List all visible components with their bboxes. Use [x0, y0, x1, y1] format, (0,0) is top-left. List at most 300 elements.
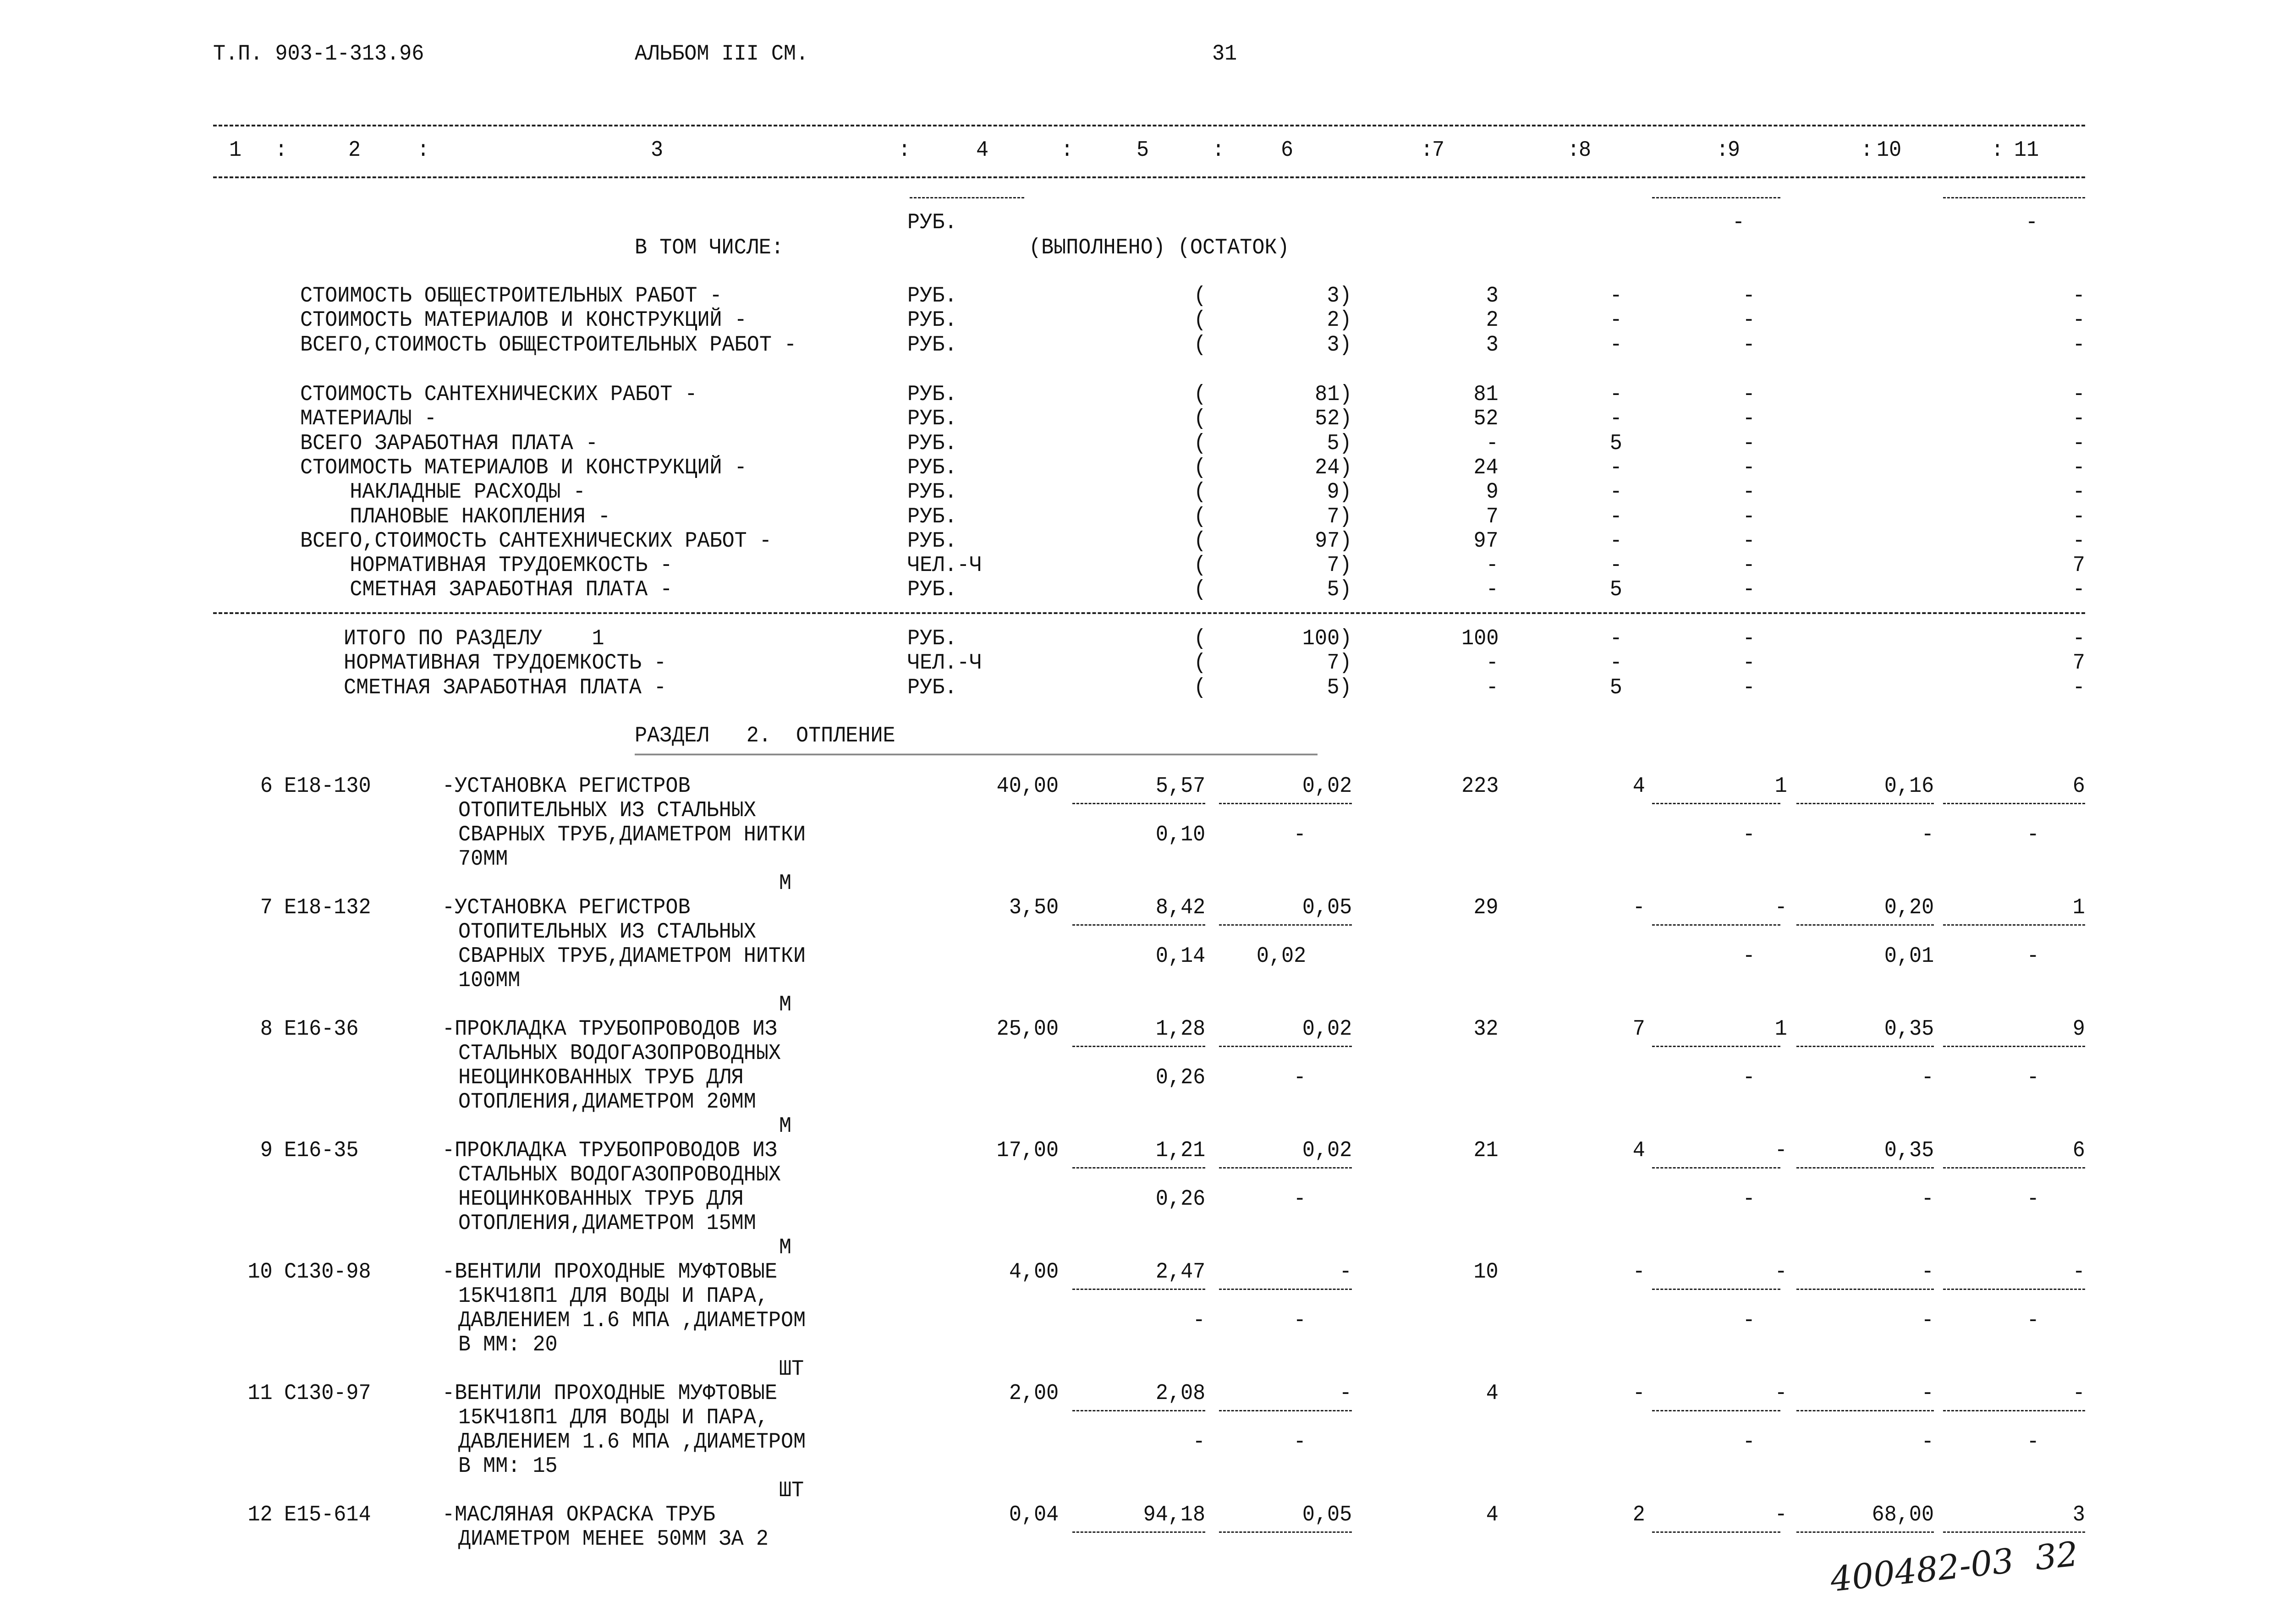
- summary-unit: РУБ.: [907, 528, 957, 554]
- summary-col9: -: [1742, 651, 1755, 676]
- column-number: 4: [976, 138, 989, 163]
- item-col10-sub: -: [1921, 1430, 1934, 1454]
- col9-dash: -: [1732, 210, 1745, 235]
- dash-segment: [1072, 1289, 1205, 1290]
- summary-col8: -: [1609, 308, 1622, 333]
- item-col10-sub: -: [1921, 1308, 1934, 1333]
- summary-value: 9): [1327, 480, 1352, 505]
- item-desc-line: ДАВЛЕНИЕМ 1.6 МПА ,ДИАМЕТРОМ: [458, 1308, 806, 1333]
- summary-col7: 9: [1486, 480, 1499, 505]
- item-quantity: 17,00: [996, 1138, 1059, 1163]
- summary-value: 100): [1302, 626, 1352, 651]
- item-number: 7: [260, 895, 273, 920]
- item-col5-sub: -: [1192, 1308, 1205, 1333]
- dash-segment: [1652, 197, 1780, 198]
- dash-segment: [1219, 924, 1352, 926]
- item-col9: 1: [1774, 774, 1787, 799]
- item-desc-line: СТАЛЬНЫХ ВОДОГАЗОПРОВОДНЫХ: [458, 1041, 781, 1066]
- item-col9: -: [1774, 1503, 1787, 1527]
- item-code: С130-98: [284, 1260, 371, 1284]
- summary-col8: -: [1609, 455, 1622, 480]
- item-col11: -: [2072, 1260, 2085, 1284]
- summary-unit: РУБ.: [907, 284, 957, 308]
- item-total: 4: [1486, 1503, 1499, 1527]
- summary-label: МАТЕРИАЛЫ -: [300, 406, 437, 432]
- page-number: 31: [1212, 42, 1237, 66]
- item-total: 21: [1473, 1138, 1499, 1163]
- item-unit-cost: 2,47: [1155, 1260, 1205, 1284]
- item-col10-sub: -: [1921, 1187, 1934, 1212]
- summary-col8: -: [1609, 382, 1622, 407]
- summary-label: СТОИМОСТЬ МАТЕРИАЛОВ И КОНСТРУКЦИЙ -: [300, 455, 747, 480]
- summary-paren: (: [1194, 553, 1207, 578]
- item-col11-sub: -: [2026, 944, 2039, 969]
- column-number: 7: [1432, 138, 1445, 163]
- dash-segment: [1652, 803, 1780, 804]
- summary-col11: -: [2072, 284, 2085, 308]
- section-underline: [635, 754, 1318, 757]
- summary-label: СМЕТНАЯ ЗАРАБОТНАЯ ПЛАТА -: [300, 577, 673, 603]
- item-col10: 68,00: [1872, 1503, 1934, 1527]
- summary-col11: -: [2072, 528, 2085, 554]
- summary-col9: -: [1742, 626, 1755, 651]
- summary-col9: -: [1742, 577, 1755, 603]
- item-desc-line: -УСТАНОВКА РЕГИСТРОВ: [442, 774, 691, 799]
- summary-value: 7): [1327, 651, 1352, 676]
- dash-segment: [1796, 1046, 1934, 1047]
- item-quantity: 2,00: [1009, 1381, 1059, 1406]
- summary-label: СТОИМОСТЬ ОБЩЕСТРОИТЕЛЬНЫХ РАБОТ -: [300, 284, 722, 308]
- item-total: 32: [1473, 1017, 1499, 1042]
- item-col5-sub: 0,14: [1155, 944, 1205, 969]
- summary-col9: -: [1742, 332, 1755, 357]
- dash-segment: [1796, 1531, 1934, 1533]
- summary-label: НОРМАТИВНАЯ ТРУДОЕМКОСТЬ -: [344, 651, 666, 676]
- item-col11-sub: -: [2026, 1187, 2039, 1212]
- summary-col7: 2: [1486, 308, 1499, 333]
- item-unit: ШТ: [779, 1478, 804, 1503]
- item-desc-line: ОТОПИТЕЛЬНЫХ ИЗ СТАЛЬНЫХ: [458, 798, 756, 823]
- item-unit-cost: 94,18: [1143, 1503, 1205, 1527]
- item-unit-cost: 1,21: [1155, 1138, 1205, 1163]
- summary-unit: РУБ.: [907, 455, 957, 480]
- column-number: :: [1861, 138, 1873, 163]
- item-unit: ШТ: [779, 1357, 804, 1382]
- summary-paren: (: [1194, 504, 1207, 529]
- item-desc-line: В ММ: 20: [458, 1333, 558, 1357]
- item-quantity: 25,00: [996, 1017, 1059, 1042]
- dash-segment: [1072, 803, 1205, 804]
- currency-label: РУБ.: [907, 210, 957, 235]
- summary-col9: -: [1742, 675, 1755, 700]
- item-desc-line: НЕОЦИНКОВАННЫХ ТРУБ ДЛЯ: [458, 1065, 744, 1090]
- summary-value: 5): [1327, 577, 1352, 603]
- in-total-label: В ТОМ ЧИСЛЕ:: [635, 236, 784, 260]
- summary-col9: -: [1742, 431, 1755, 456]
- item-col8: -: [1632, 1381, 1645, 1406]
- item-code: Е18-132: [284, 895, 371, 920]
- dash-segment: [910, 197, 1024, 198]
- item-col6-sub: -: [1293, 1187, 1306, 1212]
- summary-value: 7): [1327, 553, 1352, 578]
- item-number: 8: [260, 1017, 273, 1042]
- summary-unit: РУБ.: [907, 406, 957, 432]
- summary-col9: -: [1742, 504, 1755, 529]
- item-col6-sub: 0,02: [1256, 944, 1306, 969]
- item-desc-line: -ПРОКЛАДКА ТРУБОПРОВОДОВ ИЗ: [442, 1138, 778, 1163]
- item-desc-line: -ВЕНТИЛИ ПРОХОДНЫЕ МУФТОВЫЕ: [442, 1381, 778, 1406]
- summary-paren: (: [1194, 651, 1207, 676]
- item-col11: 6: [2072, 774, 2085, 799]
- item-col11: 6: [2072, 1138, 2085, 1163]
- item-col10-sub: -: [1921, 1065, 1934, 1090]
- column-number: :: [1567, 138, 1580, 163]
- item-col8: 7: [1632, 1017, 1645, 1042]
- item-col11-sub: -: [2026, 1430, 2039, 1454]
- summary-col7: 52: [1473, 406, 1499, 432]
- summary-col8: -: [1609, 528, 1622, 554]
- item-col9-sub: -: [1742, 944, 1755, 969]
- summary-value: 3): [1327, 332, 1352, 357]
- header-rule: [213, 176, 2085, 178]
- dash-segment: [1072, 924, 1205, 926]
- summary-label: НОРМАТИВНАЯ ТРУДОЕМКОСТЬ -: [300, 553, 673, 578]
- item-col5-sub: 0,10: [1155, 823, 1205, 847]
- item-col9: -: [1774, 895, 1787, 920]
- summary-label: НАКЛАДНЫЕ РАСХОДЫ -: [300, 480, 586, 505]
- item-desc-line: ОТОПЛЕНИЯ,ДИАМЕТРОМ 20ММ: [458, 1090, 756, 1114]
- summary-col8: -: [1609, 332, 1622, 357]
- item-col10: 0,35: [1884, 1017, 1934, 1042]
- summary-col11: -: [2072, 382, 2085, 407]
- summary-col9: -: [1742, 528, 1755, 554]
- item-number: 10: [247, 1260, 273, 1284]
- item-col9-sub: -: [1742, 1065, 1755, 1090]
- doc-code: Т.П. 903-1-313.96: [213, 42, 424, 66]
- item-col9: -: [1774, 1260, 1787, 1284]
- column-number: 9: [1728, 138, 1740, 163]
- summary-unit: РУБ.: [907, 577, 957, 603]
- summary-value: 7): [1327, 504, 1352, 529]
- column-number: :: [275, 138, 288, 163]
- summary-col9: -: [1742, 308, 1755, 333]
- summary-value: 81): [1314, 382, 1352, 407]
- summary-paren: (: [1194, 480, 1207, 505]
- item-unit-cost: 5,57: [1155, 774, 1205, 799]
- item-total: 223: [1461, 774, 1499, 799]
- handwritten-note: 400482-03 32: [1828, 1534, 2080, 1600]
- item-unit-cost: 8,42: [1155, 895, 1205, 920]
- summary-value: 2): [1327, 308, 1352, 333]
- item-col10: -: [1921, 1381, 1934, 1406]
- item-desc-line: ДАВЛЕНИЕМ 1.6 МПА ,ДИАМЕТРОМ: [458, 1430, 806, 1454]
- dash-segment: [1072, 1410, 1205, 1411]
- item-col9: -: [1774, 1138, 1787, 1163]
- item-col5-sub: 0,26: [1155, 1065, 1205, 1090]
- summary-col8: -: [1609, 553, 1622, 578]
- summary-unit: РУБ.: [907, 332, 957, 357]
- summary-paren: (: [1194, 406, 1207, 432]
- item-unit-cost: 2,08: [1155, 1381, 1205, 1406]
- item-unit: М: [779, 1114, 792, 1139]
- summary-label: СТОИМОСТЬ САНТЕХНИЧЕСКИХ РАБОТ -: [300, 382, 697, 407]
- item-col10: 0,35: [1884, 1138, 1934, 1163]
- item-desc-line: СТАЛЬНЫХ ВОДОГАЗОПРОВОДНЫХ: [458, 1163, 781, 1187]
- item-unit-cost: 1,28: [1155, 1017, 1205, 1042]
- item-col6-sub: -: [1293, 823, 1306, 847]
- dash-segment: [1943, 197, 2085, 198]
- summary-col11: 7: [2072, 651, 2085, 676]
- item-col8: -: [1632, 1260, 1645, 1284]
- item-desc-line: 15КЧ18П1 ДЛЯ ВОДЫ И ПАРА,: [458, 1284, 769, 1309]
- summary-col11: -: [2072, 406, 2085, 432]
- summary-label: ИТОГО ПО РАЗДЕЛУ 1: [344, 626, 604, 651]
- item-total: 10: [1473, 1260, 1499, 1284]
- item-code: Е16-36: [284, 1017, 359, 1042]
- summary-col11: -: [2072, 455, 2085, 480]
- summary-col7: 7: [1486, 504, 1499, 529]
- summary-unit: РУБ.: [907, 480, 957, 505]
- dash-segment: [1652, 1046, 1780, 1047]
- summary-col8: -: [1609, 480, 1622, 505]
- summary-col7: -: [1486, 431, 1499, 456]
- summary-col7: -: [1486, 553, 1499, 578]
- dash-segment: [1652, 1167, 1780, 1169]
- item-col6: 0,02: [1302, 1138, 1352, 1163]
- item-desc-line: НЕОЦИНКОВАННЫХ ТРУБ ДЛЯ: [458, 1187, 744, 1212]
- item-col6: 0,05: [1302, 1503, 1352, 1527]
- summary-col11: -: [2072, 308, 2085, 333]
- summary-label: СТОИМОСТЬ МАТЕРИАЛОВ И КОНСТРУКЦИЙ -: [300, 308, 747, 333]
- summary-label: ВСЕГО ЗАРАБОТНАЯ ПЛАТА -: [300, 431, 598, 456]
- summary-col11: -: [2072, 577, 2085, 603]
- summary-col8: 5: [1609, 431, 1622, 456]
- summary-col9: -: [1742, 553, 1755, 578]
- item-col10: 0,16: [1884, 774, 1934, 799]
- summary-col11: 7: [2072, 553, 2085, 578]
- item-col10: -: [1921, 1260, 1934, 1284]
- summary-col7: 3: [1486, 332, 1499, 357]
- dash-segment: [1072, 1531, 1205, 1533]
- dash-segment: [1219, 1167, 1352, 1169]
- item-code: С130-97: [284, 1381, 371, 1406]
- column-number: :: [1716, 138, 1729, 163]
- item-number: 6: [260, 774, 273, 799]
- item-col11-sub: -: [2026, 823, 2039, 847]
- item-col8: 4: [1632, 774, 1645, 799]
- summary-paren: (: [1194, 431, 1207, 456]
- summary-col11: -: [2072, 626, 2085, 651]
- summary-col11: -: [2072, 675, 2085, 700]
- summary-label: ПЛАНОВЫЕ НАКОПЛЕНИЯ -: [300, 504, 610, 529]
- item-col6-sub: -: [1293, 1308, 1306, 1333]
- dash-segment: [1652, 1410, 1780, 1411]
- summary-col8: 5: [1609, 577, 1622, 603]
- summary-unit: ЧЕЛ.-Ч: [907, 553, 982, 578]
- item-quantity: 40,00: [996, 774, 1059, 799]
- summary-col7: -: [1486, 651, 1499, 676]
- summary-col8: -: [1609, 406, 1622, 432]
- dash-segment: [1072, 1167, 1205, 1169]
- dash-segment: [1796, 1289, 1934, 1290]
- summary-unit: РУБ.: [907, 382, 957, 407]
- dash-segment: [1219, 1531, 1352, 1533]
- summary-value: 5): [1327, 431, 1352, 456]
- summary-col9: -: [1742, 455, 1755, 480]
- item-col5-sub: 0,26: [1155, 1187, 1205, 1212]
- dash-segment: [1943, 1410, 2085, 1411]
- summary-value: 3): [1327, 284, 1352, 308]
- item-quantity: 4,00: [1009, 1260, 1059, 1284]
- dash-segment: [1219, 1046, 1352, 1047]
- column-number: :: [417, 138, 430, 163]
- top-rule: [213, 125, 2085, 126]
- item-desc-line: СВАРНЫХ ТРУБ,ДИАМЕТРОМ НИТКИ: [458, 944, 806, 969]
- item-number: 9: [260, 1138, 273, 1163]
- item-col8: 2: [1632, 1503, 1645, 1527]
- dash-segment: [1943, 1046, 2085, 1047]
- item-unit: М: [779, 1235, 792, 1260]
- column-number: 10: [1877, 138, 1902, 163]
- item-col8: -: [1632, 895, 1645, 920]
- item-col6: -: [1339, 1260, 1352, 1284]
- summary-value: 24): [1314, 455, 1352, 480]
- item-desc-line: -УСТАНОВКА РЕГИСТРОВ: [442, 895, 691, 920]
- item-col9-sub: -: [1742, 1308, 1755, 1333]
- summary-col8: -: [1609, 651, 1622, 676]
- summary-value: 5): [1327, 675, 1352, 700]
- column-number: 6: [1281, 138, 1294, 163]
- summary-col8: -: [1609, 504, 1622, 529]
- item-desc-line: 100ММ: [458, 968, 521, 993]
- summary-col7: 81: [1473, 382, 1499, 407]
- column-number: :: [1421, 138, 1433, 163]
- summary-col8: 5: [1609, 675, 1622, 700]
- summary-unit: РУБ.: [907, 504, 957, 529]
- dash-segment: [1796, 803, 1934, 804]
- item-desc-line: -ВЕНТИЛИ ПРОХОДНЫЕ МУФТОВЫЕ: [442, 1260, 778, 1284]
- item-col9-sub: -: [1742, 1430, 1755, 1454]
- item-col11: -: [2072, 1381, 2085, 1406]
- dash-segment: [1652, 1289, 1780, 1290]
- item-col11: 9: [2072, 1017, 2085, 1042]
- item-desc-line: ДИАМЕТРОМ МЕНЕЕ 50ММ ЗА 2: [458, 1527, 769, 1552]
- summary-paren: (: [1194, 308, 1207, 333]
- item-desc-line: -ПРОКЛАДКА ТРУБОПРОВОДОВ ИЗ: [442, 1017, 778, 1042]
- summary-col7: 97: [1473, 528, 1499, 554]
- item-col11: 1: [2072, 895, 2085, 920]
- summary-col7: -: [1486, 675, 1499, 700]
- column-number: :: [1212, 138, 1225, 163]
- dash-segment: [1219, 803, 1352, 804]
- summary-paren: (: [1194, 626, 1207, 651]
- item-code: Е16-35: [284, 1138, 359, 1163]
- summary-label: СМЕТНАЯ ЗАРАБОТНАЯ ПЛАТА -: [344, 675, 666, 700]
- summary-paren: (: [1194, 284, 1207, 308]
- section-2-title: РАЗДЕЛ 2. ОТПЛЕНИЕ: [635, 724, 895, 748]
- item-col9-sub: -: [1742, 823, 1755, 847]
- item-col6-sub: -: [1293, 1430, 1306, 1454]
- column-number: :: [1061, 138, 1074, 163]
- column-number: 8: [1579, 138, 1592, 163]
- item-col9-sub: -: [1742, 1187, 1755, 1212]
- item-col6: 0,02: [1302, 1017, 1352, 1042]
- item-desc-line: СВАРНЫХ ТРУБ,ДИАМЕТРОМ НИТКИ: [458, 823, 806, 847]
- summary-paren: (: [1194, 455, 1207, 480]
- column-number: 3: [651, 138, 664, 163]
- item-total: 29: [1473, 895, 1499, 920]
- item-desc-line: -МАСЛЯНАЯ ОКРАСКА ТРУБ: [442, 1503, 715, 1527]
- dash-segment: [1652, 1531, 1780, 1533]
- column-number: :: [1991, 138, 2004, 163]
- dash-segment: [1219, 1410, 1352, 1411]
- item-unit: М: [779, 871, 792, 896]
- dash-segment: [1652, 924, 1780, 926]
- dash-segment: [1796, 924, 1934, 926]
- summary-col11: -: [2072, 332, 2085, 357]
- summary-paren: (: [1194, 675, 1207, 700]
- item-desc-line: В ММ: 15: [458, 1454, 558, 1479]
- column-number: 11: [2014, 138, 2039, 163]
- summary-col7: 100: [1461, 626, 1499, 651]
- item-col10-sub: 0,01: [1884, 944, 1934, 969]
- item-col9: -: [1774, 1381, 1787, 1406]
- item-desc-line: 15КЧ18П1 ДЛЯ ВОДЫ И ПАРА,: [458, 1405, 769, 1430]
- item-quantity: 3,50: [1009, 895, 1059, 920]
- summary-unit: РУБ.: [907, 308, 957, 333]
- dash-segment: [1219, 1289, 1352, 1290]
- dash-segment: [1943, 1167, 2085, 1169]
- summary-col8: -: [1609, 284, 1622, 308]
- item-col9: 1: [1774, 1017, 1787, 1042]
- summary-paren: (: [1194, 332, 1207, 357]
- item-col6: 0,02: [1302, 774, 1352, 799]
- item-col10-sub: -: [1921, 823, 1934, 847]
- item-col11-sub: -: [2026, 1308, 2039, 1333]
- summary-col11: -: [2072, 431, 2085, 456]
- dash-segment: [1796, 1167, 1934, 1169]
- summary-paren: (: [1194, 528, 1207, 554]
- summary-col11: -: [2072, 504, 2085, 529]
- dash-segment: [1796, 1410, 1934, 1411]
- column-number: 1: [229, 138, 242, 163]
- summary-paren: (: [1194, 577, 1207, 603]
- item-col11-sub: -: [2026, 1065, 2039, 1090]
- item-desc-line: ОТОПЛЕНИЯ,ДИАМЕТРОМ 15ММ: [458, 1211, 756, 1236]
- summary-unit: РУБ.: [907, 675, 957, 700]
- item-col6-sub: -: [1293, 1065, 1306, 1090]
- summary-col9: -: [1742, 406, 1755, 432]
- item-number: 11: [247, 1381, 273, 1406]
- totals-rule: [213, 612, 2085, 614]
- summary-col11: -: [2072, 480, 2085, 505]
- summary-col7: 24: [1473, 455, 1499, 480]
- summary-col9: -: [1742, 382, 1755, 407]
- summary-col7: 3: [1486, 284, 1499, 308]
- done-rest-label: (ВЫПОЛНЕНО) (ОСТАТОК): [1029, 236, 1290, 260]
- item-code: Е18-130: [284, 774, 371, 799]
- summary-unit: ЧЕЛ.-Ч: [907, 651, 982, 676]
- column-number: :: [898, 138, 911, 163]
- item-unit: М: [779, 993, 792, 1017]
- dash-segment: [1072, 1046, 1205, 1047]
- item-col8: 4: [1632, 1138, 1645, 1163]
- summary-unit: РУБ.: [907, 626, 957, 651]
- item-code: Е15-614: [284, 1503, 371, 1527]
- dash-segment: [1943, 924, 2085, 926]
- col11-dash: -: [2026, 210, 2038, 235]
- item-col10: 0,20: [1884, 895, 1934, 920]
